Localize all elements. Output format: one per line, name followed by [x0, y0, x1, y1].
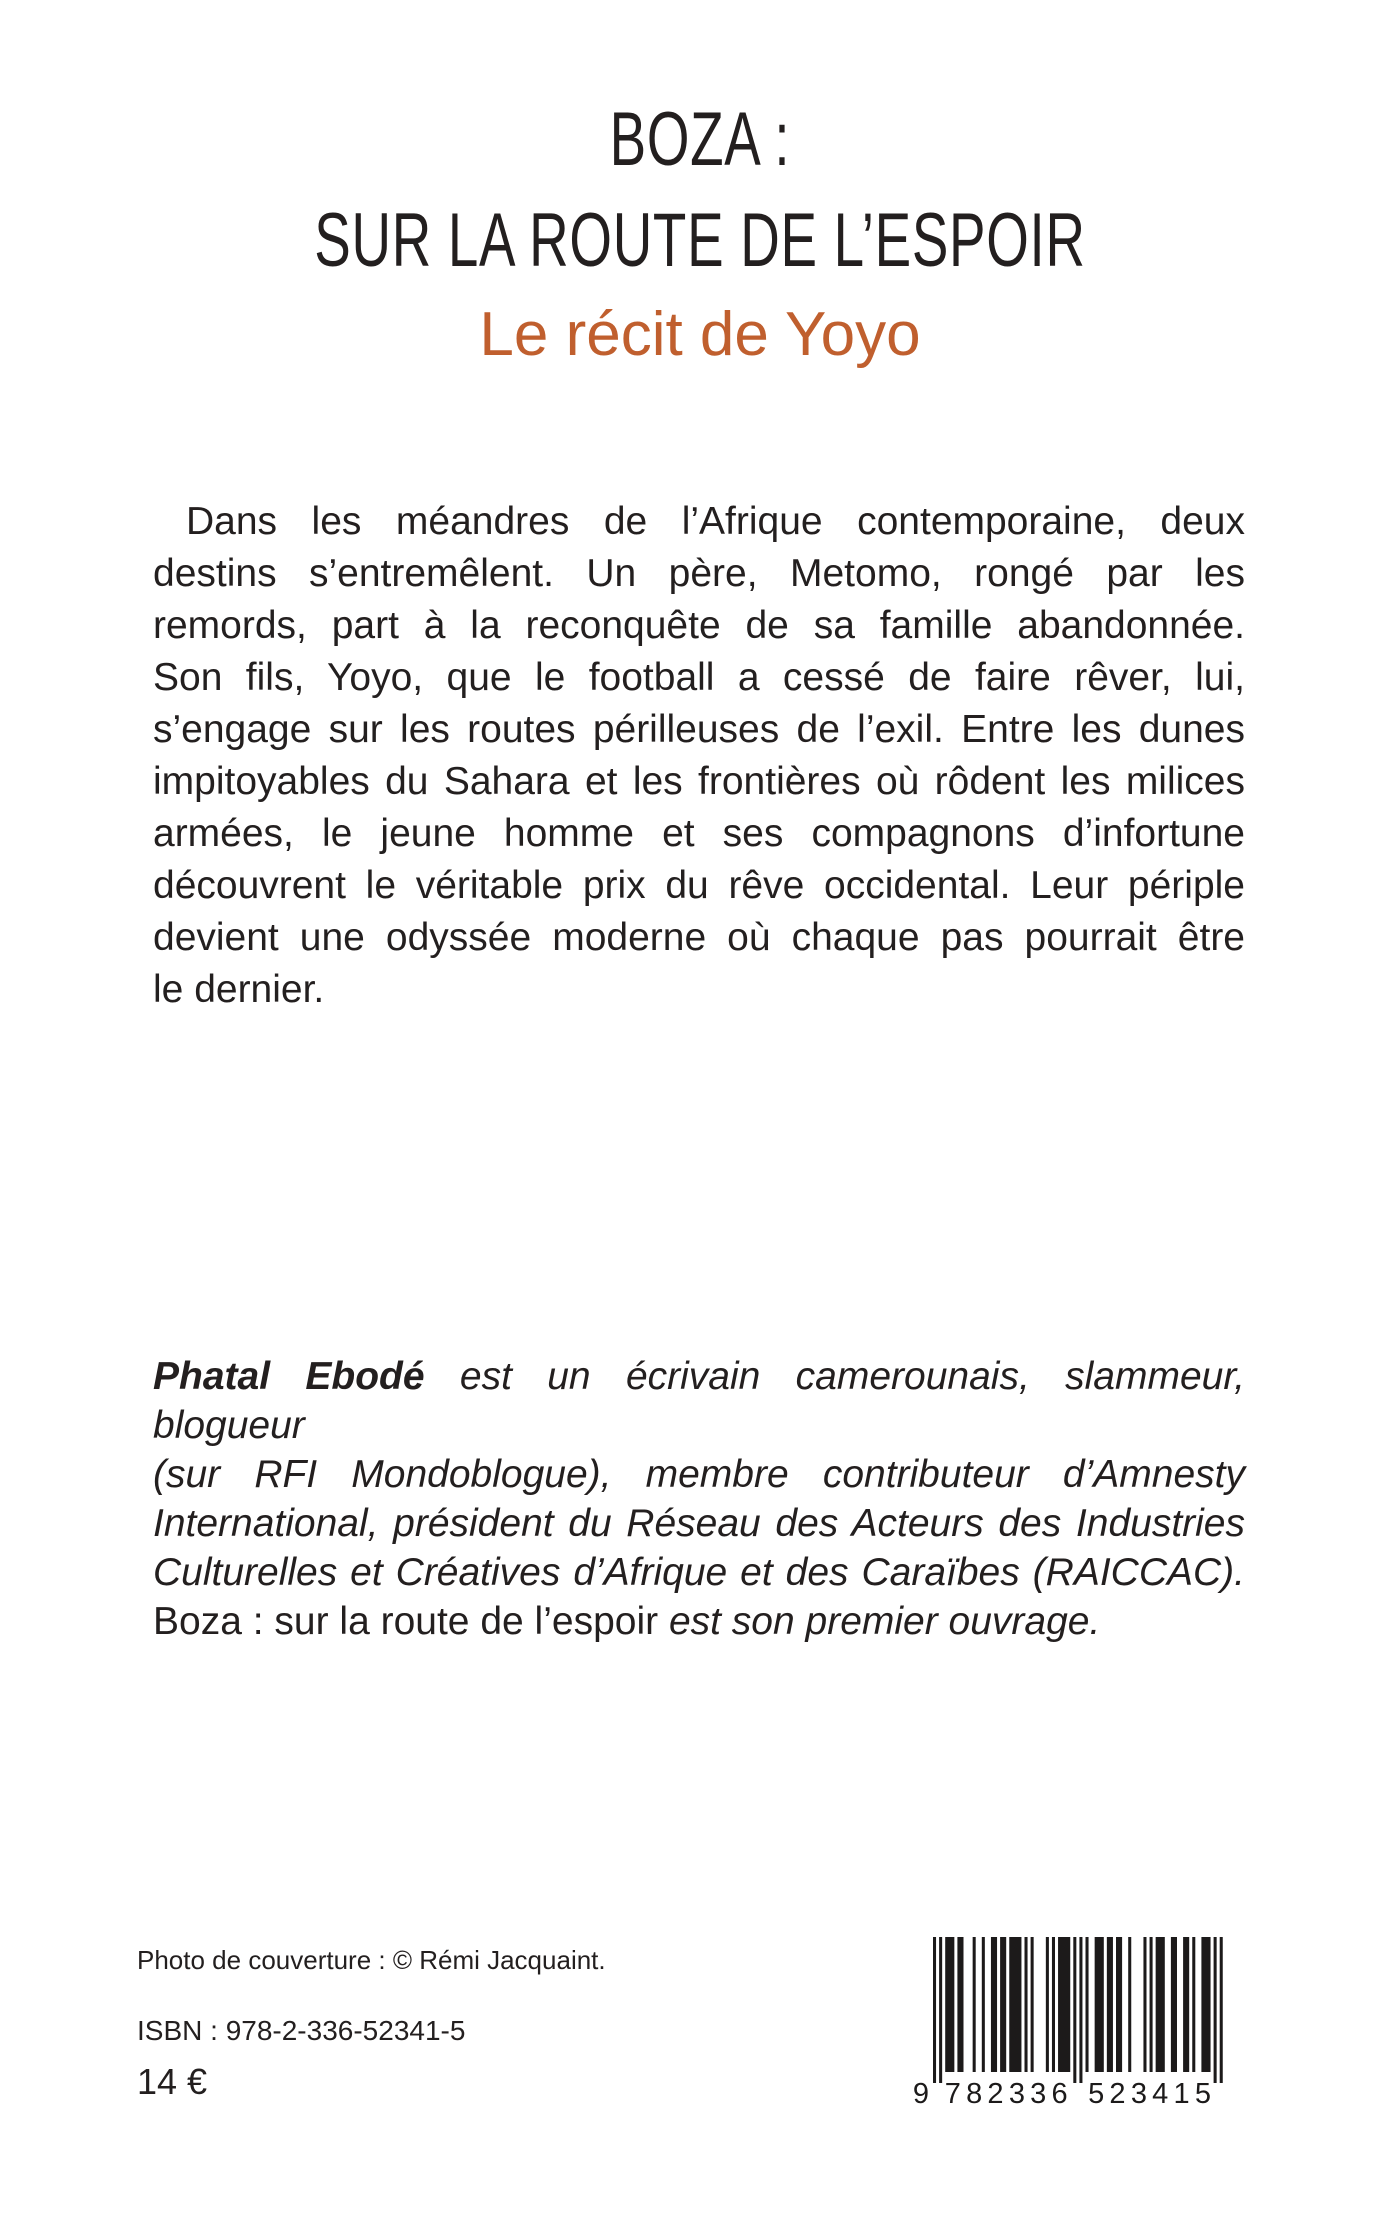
- synopsis-line: découvrent le véritable prix du rêve occidental. Leur périple: [153, 864, 1245, 907]
- ean13-barcode: [908, 1935, 1228, 2107]
- svg-text:4: 4: [1152, 2078, 1169, 2107]
- isbn-number: ISBN : 978-2-336-52341-5: [137, 2015, 466, 2046]
- svg-text:3: 3: [1130, 2078, 1147, 2107]
- svg-text:5: 5: [1194, 2078, 1211, 2107]
- author-bio-paragraph: [153, 1352, 1245, 1646]
- svg-text:1: 1: [1173, 2078, 1190, 2107]
- synopsis-line: Son fils, Yoyo, que le football a cessé de faire rêver, lui,: [153, 656, 1245, 699]
- svg-text:3: 3: [1030, 2078, 1047, 2107]
- bio-line: [153, 1352, 1245, 1450]
- title-block: [0, 89, 1400, 371]
- synopsis-line: destins s’entremêlent. Un père, Metomo, rongé par les: [153, 552, 1245, 595]
- bio-line: [153, 1499, 1245, 1548]
- synopsis-line: Dans les méandres de l’Afrique contemporaine, deux: [186, 500, 1245, 543]
- svg-text:8: 8: [966, 2078, 983, 2107]
- synopsis-line: s’engage sur les routes périlleuses de l’exil. Entre les dunes: [153, 708, 1245, 751]
- ean13-barcode-svg: [908, 1935, 1228, 2107]
- book-subtitle: Le récit de Yoyo: [479, 300, 921, 369]
- bio-text: est son premier ouvrage.: [658, 1600, 1101, 1643]
- book-title-line2: SUR LA ROUTE DE L’ESPOIR: [314, 198, 1086, 283]
- svg-text:2: 2: [987, 2078, 1004, 2107]
- photo-credit: Photo de couverture : © Rémi Jacquaint.: [137, 1945, 606, 1975]
- book-title-line1: BOZA :: [609, 97, 791, 182]
- svg-text:9: 9: [912, 2078, 930, 2107]
- author-name: Phatal Ebodé: [153, 1355, 425, 1398]
- synopsis-line: devient une odyssée moderne où chaque pas pourrait être: [153, 916, 1245, 959]
- bio-line: [153, 1450, 1245, 1499]
- svg-text:6: 6: [1051, 2078, 1068, 2107]
- bio-text: International, président du Réseau des Acteurs des Industries: [153, 1502, 1245, 1545]
- synopsis-paragraph: [153, 496, 1245, 1016]
- bio-text: est un écrivain camerounais, slammeur, blogueur: [153, 1355, 1245, 1447]
- synopsis-line: remords, part à la reconquête de sa famille abandonnée.: [153, 604, 1245, 647]
- bio-line: [153, 1597, 1245, 1646]
- book-title-inline: Boza : sur la route de l’espoir: [153, 1600, 659, 1643]
- svg-text:5: 5: [1088, 2078, 1105, 2107]
- bio-text: Culturelles et Créatives d’Afrique et des Caraïbes (RAICCAC).: [153, 1551, 1245, 1594]
- price: 14 €: [137, 2061, 208, 2102]
- synopsis-line: impitoyables du Sahara et les frontières où rôdent les milices: [153, 760, 1245, 803]
- svg-text:7: 7: [944, 2078, 961, 2107]
- svg-text:2: 2: [1109, 2078, 1126, 2107]
- bio-line: [153, 1548, 1245, 1597]
- synopsis-line: armées, le jeune homme et ses compagnons d’infortune: [153, 812, 1245, 855]
- svg-text:3: 3: [1008, 2078, 1025, 2107]
- bio-text: (sur RFI Mondoblogue), membre contributeur d’Amnesty: [153, 1453, 1245, 1496]
- synopsis-line: le dernier.: [153, 968, 325, 1011]
